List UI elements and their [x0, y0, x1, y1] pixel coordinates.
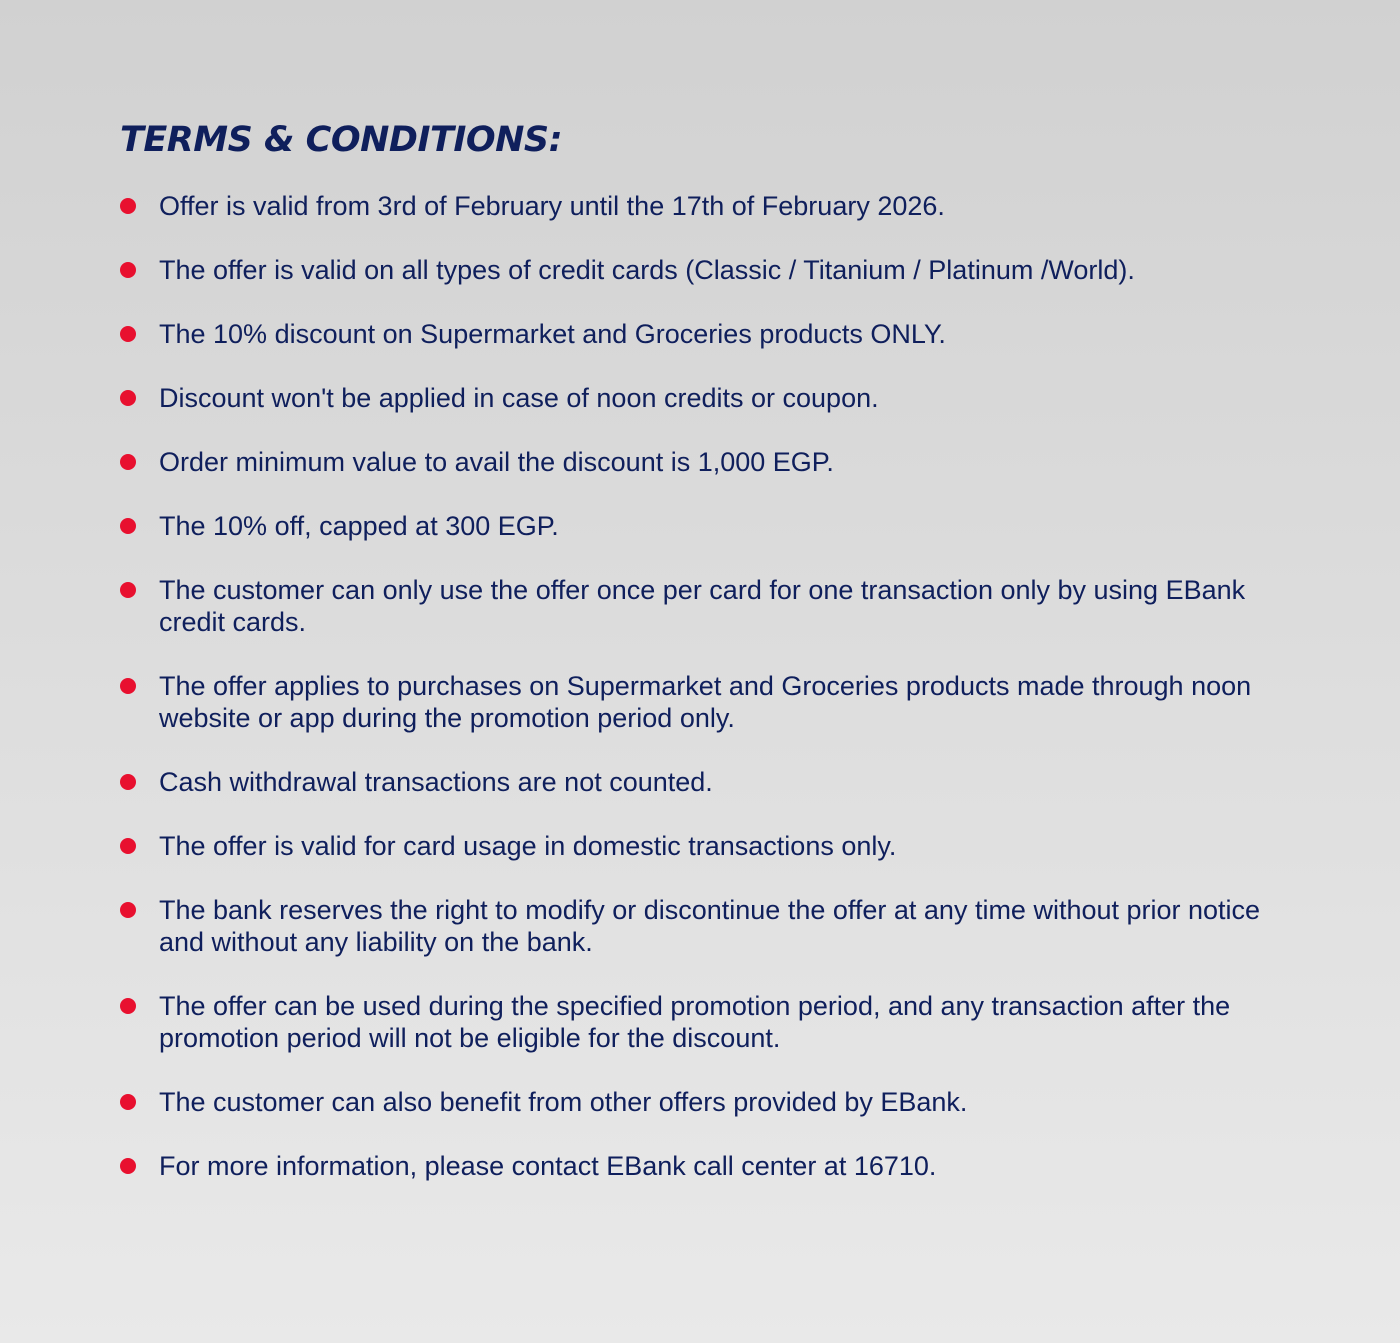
- bullet-dot-icon: [120, 1094, 136, 1110]
- term-text: Offer is valid from 3rd of February until the 17th of February 2026.: [159, 191, 945, 221]
- list-item: [120, 830, 1290, 862]
- list-item: [120, 990, 1290, 1054]
- bullet-dot-icon: [120, 326, 136, 342]
- term-text: The 10% off, capped at 300 EGP.: [159, 511, 559, 541]
- list-item: [120, 1086, 1290, 1118]
- term-text: The customer can also benefit from other offers provided by EBank.: [159, 1087, 968, 1117]
- list-item: [120, 894, 1290, 958]
- bullet-dot-icon: [120, 678, 136, 694]
- bullet-dot-icon: [120, 198, 136, 214]
- bullet-dot-icon: [120, 902, 136, 918]
- list-item: [120, 766, 1290, 798]
- term-text: Order minimum value to avail the discount is 1,000 EGP.: [159, 447, 834, 477]
- bullet-dot-icon: [120, 454, 136, 470]
- bullet-dot-icon: [120, 390, 136, 406]
- list-item: [120, 382, 1290, 414]
- bullet-dot-icon: [120, 518, 136, 534]
- term-text: The offer can be used during the specified promotion period, and any transaction after the promotion period will not be eligible for the discount.: [159, 991, 1231, 1053]
- list-item: [120, 254, 1290, 286]
- term-text: The offer applies to purchases on Supermarket and Groceries products made through noon website or app during the promotion period only.: [159, 671, 1252, 733]
- list-item: [120, 318, 1290, 350]
- term-text: Discount won't be applied in case of noon credits or coupon.: [159, 383, 879, 413]
- list-item: [120, 510, 1290, 542]
- term-text: For more information, please contact EBank call center at 16710.: [159, 1151, 937, 1181]
- list-item: [120, 446, 1290, 478]
- term-text: The customer can only use the offer once per card for one transaction only by using EBank credit cards.: [159, 575, 1246, 637]
- term-text: Cash withdrawal transactions are not counted.: [159, 767, 713, 797]
- bullet-dot-icon: [120, 774, 136, 790]
- bullet-dot-icon: [120, 582, 136, 598]
- term-text: The offer is valid on all types of credit cards (Classic / Titanium / Platinum /World).: [159, 255, 1135, 285]
- bullet-dot-icon: [120, 998, 136, 1014]
- bullet-dot-icon: [120, 262, 136, 278]
- list-item: [120, 574, 1290, 638]
- term-text: The offer is valid for card usage in domestic transactions only.: [159, 831, 897, 861]
- list-item: [120, 190, 1290, 222]
- terms-list: [120, 190, 1290, 1214]
- list-item: [120, 670, 1290, 734]
- bullet-dot-icon: [120, 838, 136, 854]
- term-text: The bank reserves the right to modify or discontinue the offer at any time without prior notice and without any liability on the bank.: [159, 895, 1261, 957]
- bullet-dot-icon: [120, 1158, 136, 1174]
- list-item: [120, 1150, 1290, 1182]
- term-text: The 10% discount on Supermarket and Groceries products ONLY.: [159, 319, 946, 349]
- page-title: TERMS & CONDITIONS:: [120, 120, 563, 160]
